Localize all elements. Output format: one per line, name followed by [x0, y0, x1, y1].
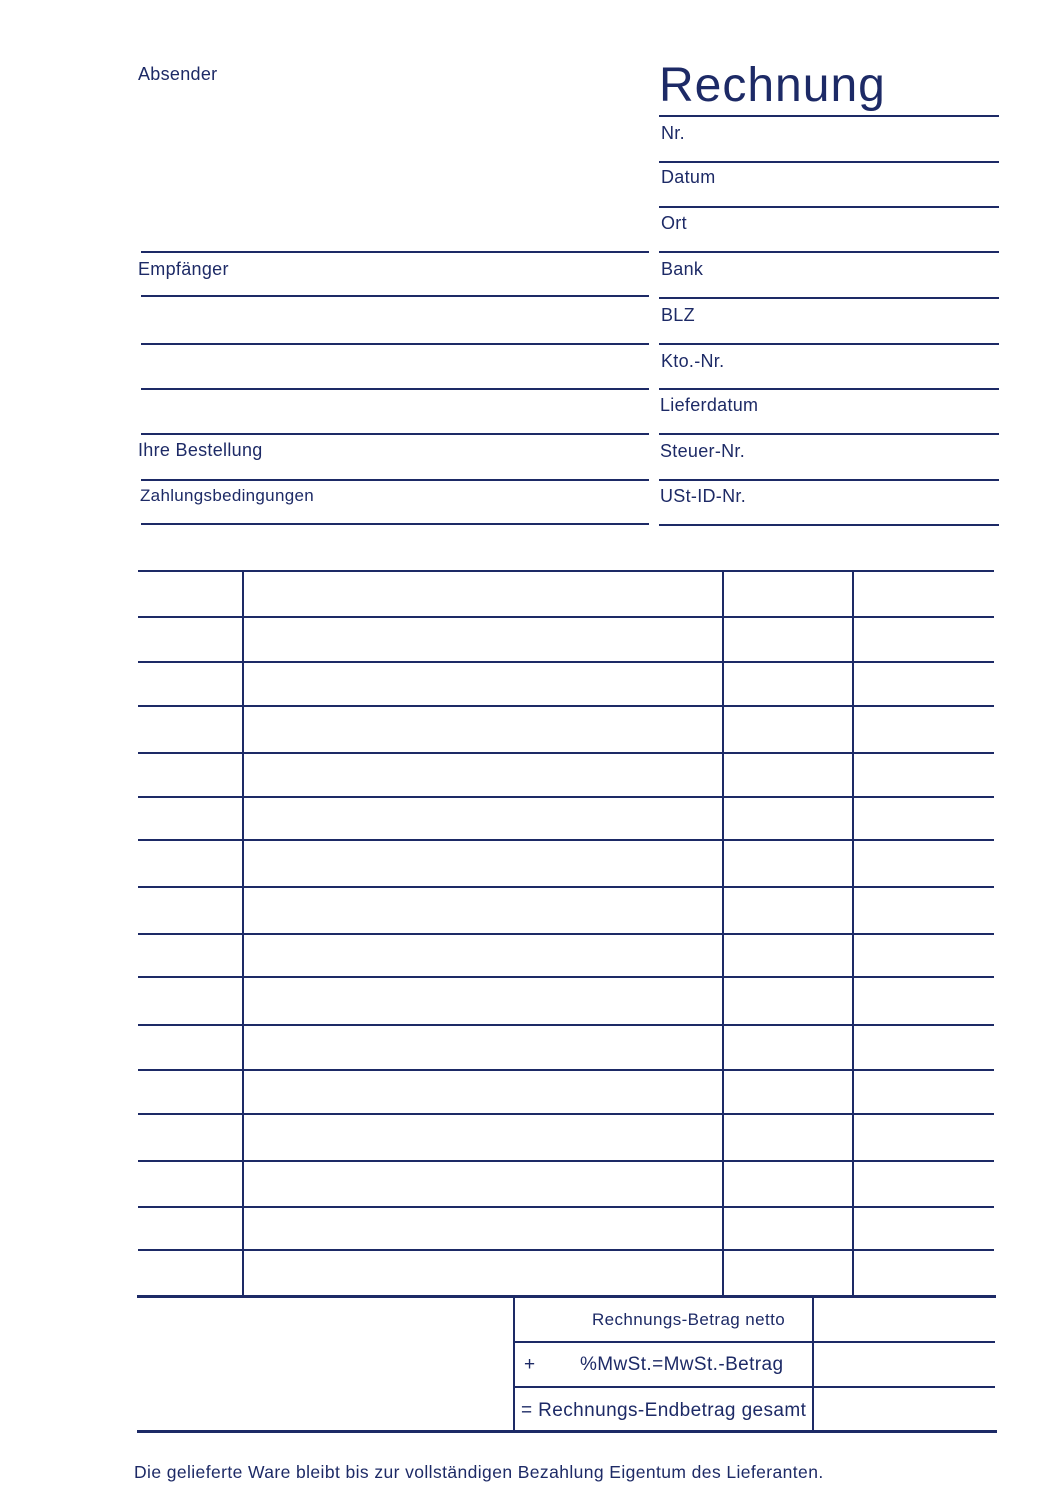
- table-row[interactable]: [138, 705, 994, 707]
- net-amount-field[interactable]: [815, 1299, 995, 1340]
- table-row[interactable]: [138, 1160, 994, 1162]
- totals-bottom-border: [137, 1430, 997, 1433]
- recipient-line-1[interactable]: [141, 295, 649, 297]
- field-line-delivery-date[interactable]: [659, 433, 999, 435]
- column-divider-description: [722, 571, 724, 1296]
- column-divider-pos: [242, 571, 244, 1296]
- field-line-bank[interactable]: [659, 297, 999, 299]
- field-label-date: Datum: [661, 167, 716, 187]
- column-divider-price: [852, 571, 854, 1296]
- field-label-blz: BLZ: [661, 305, 695, 325]
- table-row[interactable]: [138, 661, 994, 663]
- table-row[interactable]: [138, 1024, 994, 1026]
- recipient-line-3[interactable]: [141, 388, 649, 390]
- vat-amount-field[interactable]: [815, 1344, 995, 1385]
- table-row[interactable]: [138, 752, 994, 754]
- totals-row-divider-1: [513, 1341, 995, 1343]
- table-row[interactable]: [138, 1113, 994, 1115]
- field-label-number: Nr.: [661, 123, 685, 143]
- plus-sign: +: [524, 1354, 536, 1375]
- field-line-vat-id[interactable]: [659, 524, 999, 526]
- table-row[interactable]: [138, 1206, 994, 1208]
- table-row[interactable]: [138, 616, 994, 618]
- recipient-label: Empfänger: [138, 259, 229, 279]
- field-line-place[interactable]: [659, 251, 999, 253]
- gross-total-label: = Rechnungs-Endbetrag gesamt: [521, 1400, 807, 1421]
- sender-label: Absender: [138, 64, 218, 84]
- field-line-blz[interactable]: [659, 343, 999, 345]
- field-label-tax-number: Steuer-Nr.: [660, 441, 746, 461]
- your-order-label: Ihre Bestellung: [138, 440, 263, 460]
- recipient-line-4[interactable]: [141, 433, 649, 435]
- table-row[interactable]: [138, 886, 994, 888]
- table-row[interactable]: [138, 839, 994, 841]
- payment-terms-label: Zahlungsbedingungen: [140, 486, 314, 505]
- totals-amount-divider: [812, 1297, 814, 1432]
- table-row[interactable]: [138, 976, 994, 978]
- field-label-account: Kto.-Nr.: [661, 351, 725, 371]
- field-line-date[interactable]: [659, 206, 999, 208]
- field-line-tax-number[interactable]: [659, 479, 999, 481]
- table-row[interactable]: [138, 1249, 994, 1251]
- totals-row-divider-2: [513, 1386, 995, 1388]
- net-amount-label: Rechnungs-Betrag netto: [592, 1310, 786, 1329]
- table-bottom-border: [137, 1295, 996, 1298]
- field-label-delivery-date: Lieferdatum: [660, 395, 759, 415]
- field-line-number[interactable]: [659, 161, 999, 163]
- table-row[interactable]: [138, 1069, 994, 1071]
- table-row[interactable]: [138, 933, 994, 935]
- vat-amount-label: %MwSt.=MwSt.-Betrag: [580, 1354, 784, 1375]
- recipient-line-2[interactable]: [141, 343, 649, 345]
- gross-total-field[interactable]: [815, 1389, 995, 1429]
- sender-underline[interactable]: [141, 251, 649, 253]
- field-label-vat-id: USt-ID-Nr.: [660, 486, 746, 506]
- totals-left-border: [513, 1297, 515, 1432]
- field-label-place: Ort: [661, 213, 687, 233]
- your-order-line[interactable]: [141, 479, 649, 481]
- table-row: [138, 570, 994, 572]
- document-title: Rechnung: [659, 59, 886, 112]
- title-underline: [659, 115, 999, 117]
- payment-terms-line[interactable]: [141, 523, 649, 525]
- field-line-account[interactable]: [659, 388, 999, 390]
- field-label-bank: Bank: [661, 259, 704, 279]
- table-row[interactable]: [138, 796, 994, 798]
- retention-of-title-note: Die gelieferte Ware bleibt bis zur vollständigen Bezahlung Eigentum des Lieferanten.: [134, 1462, 824, 1482]
